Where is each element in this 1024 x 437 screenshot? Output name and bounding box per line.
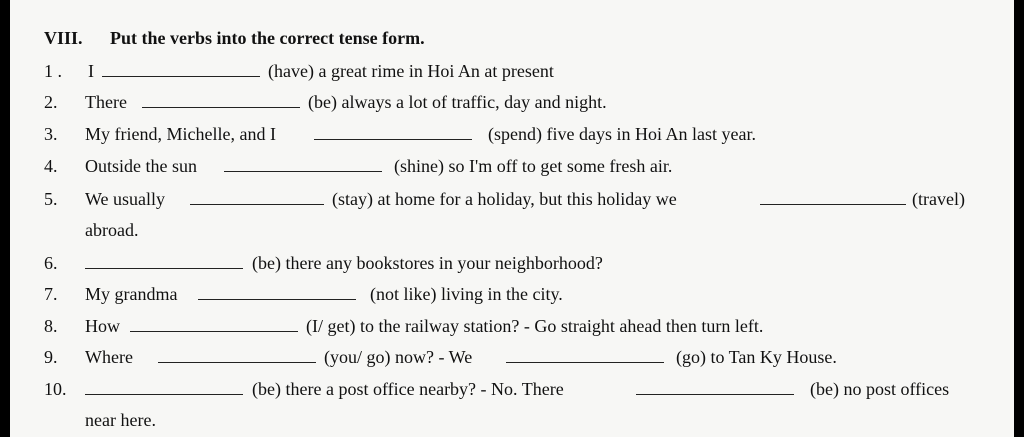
item-text: We usually (85, 189, 166, 209)
item-text: (be) always a lot of traffic, day and night. (308, 92, 607, 112)
answer-blank[interactable] (198, 299, 356, 300)
item-text: (be) no post offices (810, 379, 950, 399)
answer-blank[interactable] (760, 204, 906, 205)
item-text: (shine) so I'm off to get some fresh air. (394, 156, 673, 176)
item-text: near here. (85, 410, 156, 430)
item-text: (spend) five days in Hoi An last year. (488, 124, 756, 144)
item-text: (be) there a post office nearby? - No. There (252, 379, 564, 399)
item-text: My friend, Michelle, and I (85, 124, 276, 144)
section-number: VIII. (44, 28, 83, 48)
item-number: 1 . (44, 61, 62, 81)
item-text: Outside the sun (85, 156, 197, 176)
item-text: (go) to Tan Ky House. (676, 347, 837, 367)
section-title (44, 28, 425, 49)
item-text: (have) a great rime in Hoi An at present (268, 61, 554, 81)
item-text: (be) there any bookstores in your neighborhood? (252, 253, 603, 273)
answer-blank[interactable] (314, 139, 472, 140)
item-text: (travel) (912, 189, 965, 209)
item-text: (stay) at home for a holiday, but this holiday we (332, 189, 677, 209)
item-text: (I/ get) to the railway station? - Go straight ahead then turn left. (306, 316, 764, 336)
item-text: How (85, 316, 120, 336)
item-number: 10. (44, 379, 67, 399)
item-number: 4. (44, 156, 58, 176)
item-text: (you/ go) now? - We (324, 347, 473, 367)
item-text: I (88, 61, 94, 81)
answer-blank[interactable] (85, 394, 243, 395)
answer-blank[interactable] (130, 331, 298, 332)
item-number: 7. (44, 284, 58, 304)
item-text: My grandma (85, 284, 178, 304)
item-number: 8. (44, 316, 58, 336)
answer-blank[interactable] (224, 171, 382, 172)
item-text: There (85, 92, 127, 112)
answer-blank[interactable] (506, 362, 664, 363)
item-text: (not like) living in the city. (370, 284, 563, 304)
worksheet-page (10, 0, 1014, 437)
answer-blank[interactable] (142, 107, 300, 108)
item-text: abroad. (85, 220, 139, 240)
section-instruction: Put the verbs into the correct tense form. (110, 28, 425, 48)
answer-blank[interactable] (190, 204, 324, 205)
answer-blank[interactable] (636, 394, 794, 395)
item-number: 3. (44, 124, 58, 144)
answer-blank[interactable] (85, 268, 243, 269)
item-number: 9. (44, 347, 58, 367)
item-number: 6. (44, 253, 58, 273)
item-number: 2. (44, 92, 58, 112)
answer-blank[interactable] (158, 362, 316, 363)
item-number: 5. (44, 189, 58, 209)
answer-blank[interactable] (102, 76, 260, 77)
item-text: Where (85, 347, 133, 367)
